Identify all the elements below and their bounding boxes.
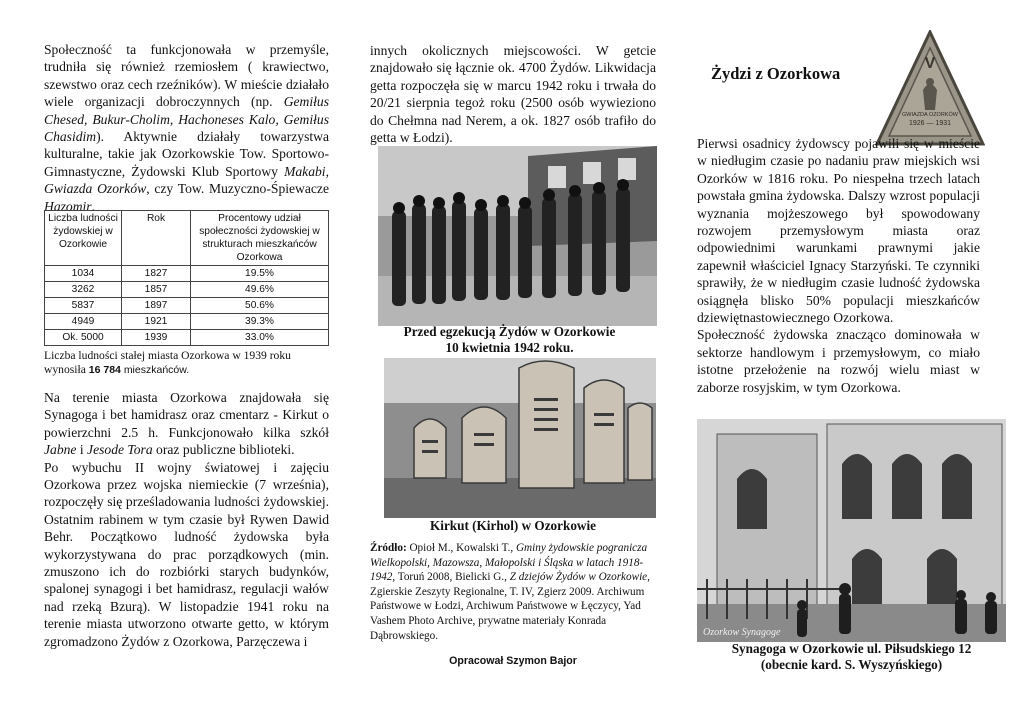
- table-cell: Ok. 5000: [45, 330, 122, 346]
- table-row: [45, 314, 329, 330]
- table-cell: 39.3%: [191, 314, 329, 330]
- author-credit: Opracował Szymon Bajor: [449, 655, 577, 667]
- italic-term: Gwiazda Ozorków: [44, 181, 147, 197]
- execution-caption-line2: 10 kwietnia 1942 roku.: [445, 340, 574, 355]
- cemetery-photo: [384, 358, 656, 518]
- table-row: [45, 330, 329, 346]
- italic-term: Z dziejów Żydów w Ozorkowie: [509, 571, 648, 584]
- execution-photo-caption: [370, 324, 649, 356]
- table-cell: 1897: [122, 298, 191, 314]
- italic-term: Jabne: [44, 442, 77, 458]
- population-table-body: [45, 266, 329, 346]
- table-cell: 1921: [122, 314, 191, 330]
- execution-caption-line1: Przed egzekucją Żydów w Ozorkowie: [403, 324, 616, 339]
- table-cell: 5837: [45, 298, 122, 314]
- synagogue-photo-caption: [697, 641, 1006, 673]
- table-cell: 33.0%: [191, 330, 329, 346]
- table-cell: 1939: [122, 330, 191, 346]
- population-caption: [44, 349, 334, 377]
- history-paragraph: Na terenie miasta Ozorkowa znajdowała się Synagoga i bet hamidrasz oraz cmentarz - Kirkut o powierzchni 2.5 h. Funkcjonowało kilka szkół Jabne i Jesode Tora oraz publiczne biblioteki. Po wybuchu II wojny światowej i zajęciu Ozorkowa przez wojska niemieckie (7 września), rozpoczęły się prześladowania ludności żydowskiej. Ostatnim rabinem w tym czasie był Rywen Dawid Behr. Początkowo ludność żydowska była wykorzystywana do prac porządkowych (min. zmuszono ich do rozbiórki starych budynków, spalonej synagogi i bet hamidrasz, regulacji wałów nad rzeką Bzurą). W listopadzie 1941 roku na terenie miasta utworzono otwarte getto, w którym zgromadzono Żydów z Ozorkowa, Parzęczewa i: [44, 390, 329, 649]
- synagogue-photo-label: Ozorkow Synagoge: [703, 627, 781, 638]
- caption-text: Liczba ludności stałej miasta Ozorkowa w 1939 roku wynosiła: [44, 349, 291, 376]
- italic-term: Hazomir: [44, 198, 92, 214]
- badge-label: GWIAZDA OZORKÓW: [902, 112, 958, 118]
- italic-term: Jesode Tora: [87, 442, 153, 458]
- header-year: Rok: [122, 211, 191, 266]
- table-cell: 3262: [45, 282, 122, 298]
- execution-photo: [378, 146, 657, 326]
- table-cell: 1034: [45, 266, 122, 282]
- caption-tail: mieszkańców.: [123, 364, 190, 376]
- table-cell: 1857: [122, 282, 191, 298]
- ghetto-paragraph: innych okolicznych miejscowości. W getcie znajdowało się łącznie ok. 4700 Żydów. Likwidacja getta rozpoczęła się w marcu 1942 roku i trwała do 20/21 sierpnia tegoż roku (2500 osób wywieziono do Chełmna nad Nerem, a ok. 1827 osób trafiło do getta w Łodzi).: [370, 43, 656, 146]
- settlers-paragraph: Pierwsi osadnicy żydowscy pojawili się w mieście w niedługim czasie po nadaniu praw miejskich wsi Ozorków w 1816 roku. Po niespełna trzech latach powstała gmina żydowska. Dalszy wzrost populacji wyznania mojżeszowego był spowodowany rozwojem przemysłowym miasta oraz odpowiednimi warunkami prawnymi jakie zapewnił właściciel Ignacy Starzyński. Te czynniki sprawiły, że w niedługim czasie ludność żydowska osiągnęła blisko 50% populacji mieszkańców dziewiętnastowiecznego Ozorkowa. Społeczność żydowska znacząco dominowała w sektorze handlowym i przemysłowym, co miało istotne przełożenie na rozwój wielu miast w zaborze rosyjskim, w tym Ozorkowa.: [697, 136, 980, 395]
- source-label: Źródło:: [370, 542, 407, 554]
- table-cell: 19.5%: [191, 266, 329, 282]
- synagogue-photo: [697, 419, 1006, 642]
- synagogue-caption-line2: (obecnie kard. S. Wyszyńskiego): [760, 657, 943, 672]
- page-title: Żydzi z Ozorkowa: [711, 64, 841, 83]
- cemetery-photo-caption: Kirkut (Kirhol) w Ozorkowie: [430, 518, 596, 533]
- svg-text:V: V: [924, 55, 936, 72]
- population-table: [44, 210, 329, 346]
- table-cell: 1827: [122, 266, 191, 282]
- table-row: [45, 282, 329, 298]
- italic-term: Gemiłus Chesed, Bukur-Cholim, Hachoneses Kalo, Gemiłus Chasidim: [44, 94, 329, 145]
- community-paragraph: Społeczność ta funkcjonowała w przemyśle, trudniła się również rzemiosłem ( krawiectwo, szewstwo oraz cech rzeźników). W mieście działało wiele organizacji dobroczynnych (np. Gemiłus Chesed, Bukur-Cholim, Hachoneses Kalo, Gemiłus Chasidim). Aktywnie działały towarzystwa kulturalne, takie jak Ozorkowskie Tow. Sportowo-Gimnastyczne, Żydowski Klub Sportowy Makabi, Gwiazda Ozorków, czy Tow. Muzyczno-Śpiewacze Hazomir.: [44, 42, 329, 214]
- header-percentage: Procentowy udział społeczności żydowskiej w strukturach mieszkańców Ozorkowa: [191, 211, 329, 266]
- sources: [370, 541, 656, 643]
- italic-term: Makabi: [284, 163, 326, 179]
- synagogue-caption-line1: Synagoga w Ozorkowie ul. Piłsudskiego 12: [731, 641, 972, 656]
- header-population: Liczba ludności żydowskiej w Ozorkowie: [45, 211, 122, 266]
- caption-value: 16 784: [88, 364, 121, 376]
- table-cell: 50.6%: [191, 298, 329, 314]
- source-text: Opioł M., Kowalski T., Gminy żydowskie pogranicza Wielkopolski, Mazowsza, Małopolski i Śląska w latach 1918-1942, Toruń 2008, Bielicki G., Z dziejów Żydów w Ozorkowie, Zgierskie Zeszyty Regionalne, T. IV, Zgierz 2009. Archiwum Państwowe w Łodzi, Archiwum Państwowe w Łęczycy, Yad Vashem Photo Archive, prywatne materiały Konrada Dąbrowskiego.: [370, 542, 650, 642]
- table-row: [45, 266, 329, 282]
- table-cell: 49.6%: [191, 282, 329, 298]
- table-row: [45, 298, 329, 314]
- badge-years: 1926 — 1931: [908, 120, 952, 127]
- table-cell: 4949: [45, 314, 122, 330]
- italic-term: Gminy żydowskie pogranicza Wielkopolski, Mazowsza, Małopolski i Śląska w latach 1918-1942: [370, 542, 648, 584]
